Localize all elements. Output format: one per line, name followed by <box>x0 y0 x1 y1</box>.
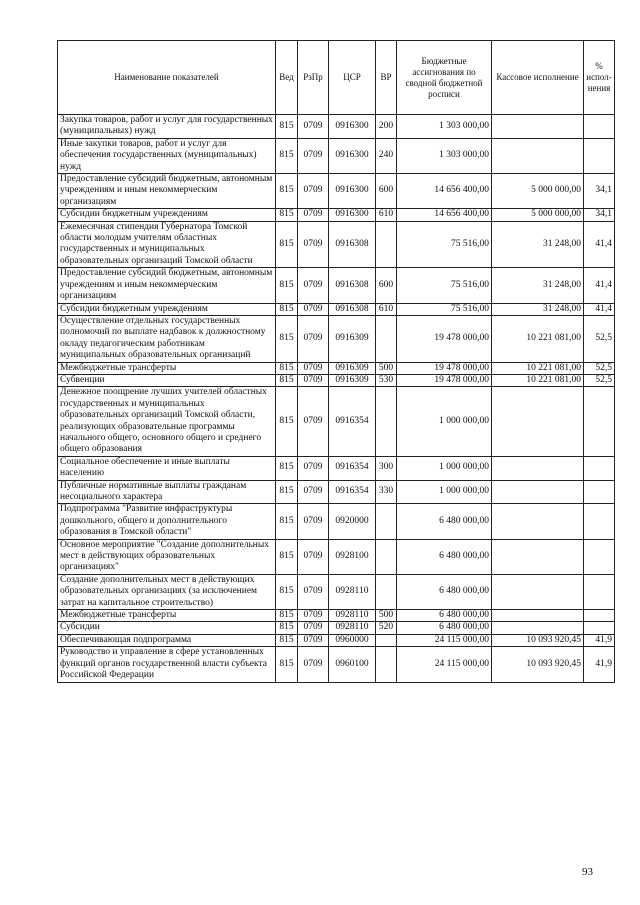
cell-ved: 815 <box>276 268 298 303</box>
cell-percent <box>584 115 615 139</box>
cell-ved: 815 <box>276 115 298 139</box>
cell-rzpr: 0709 <box>298 622 329 634</box>
cell-vr <box>376 504 397 539</box>
cell-csr: 0916309 <box>329 362 376 374</box>
cell-vr: 500 <box>376 362 397 374</box>
cell-vr: 520 <box>376 622 397 634</box>
cell-assignments: 75 516,00 <box>397 303 492 315</box>
cell-name: Предоставление субсидий бюджетным, автономным учреждениям и иным некоммерческим организациям <box>58 174 276 209</box>
col-header-assignments: Бюджетные ассигнования по сводной бюджетной росписи <box>397 41 492 115</box>
cell-cash-execution <box>492 480 584 504</box>
cell-name: Субвенции <box>58 374 276 386</box>
cell-vr: 330 <box>376 480 397 504</box>
cell-rzpr: 0709 <box>298 221 329 268</box>
cell-assignments: 1 303 000,00 <box>397 138 492 173</box>
cell-assignments: 24 115 000,00 <box>397 647 492 682</box>
cell-rzpr: 0709 <box>298 115 329 139</box>
col-header-cash-execution: Кассовое исполнение <box>492 41 584 115</box>
cell-assignments: 75 516,00 <box>397 221 492 268</box>
cell-percent: 34,1 <box>584 209 615 221</box>
cell-assignments: 24 115 000,00 <box>397 634 492 646</box>
cell-cash-execution <box>492 387 584 456</box>
cell-vr: 610 <box>376 209 397 221</box>
cell-cash-execution <box>492 115 584 139</box>
cell-assignments: 6 480 000,00 <box>397 622 492 634</box>
cell-assignments: 19 478 000,00 <box>397 315 492 362</box>
cell-name: Закупка товаров, работ и услуг для государственных (муниципальных) нужд <box>58 115 276 139</box>
cell-csr: 0928110 <box>329 622 376 634</box>
cell-csr: 0916354 <box>329 480 376 504</box>
cell-assignments: 14 656 400,00 <box>397 174 492 209</box>
cell-name: Подпрограмма "Развитие инфраструктуры дошкольного, общего и дополнительного образования в Томской области" <box>58 504 276 539</box>
cell-csr: 0928110 <box>329 610 376 622</box>
cell-assignments: 1 303 000,00 <box>397 115 492 139</box>
cell-vr <box>376 539 397 574</box>
cell-cash-execution: 31 248,00 <box>492 268 584 303</box>
table-header-row <box>58 41 615 115</box>
cell-assignments: 6 480 000,00 <box>397 610 492 622</box>
table-row <box>58 622 615 634</box>
cell-assignments: 19 478 000,00 <box>397 362 492 374</box>
cell-assignments: 14 656 400,00 <box>397 209 492 221</box>
cell-name: Обеспечивающая подпрограмма <box>58 634 276 646</box>
table-row <box>58 303 615 315</box>
cell-rzpr: 0709 <box>298 610 329 622</box>
cell-vr: 240 <box>376 138 397 173</box>
cell-assignments: 75 516,00 <box>397 268 492 303</box>
cell-percent: 41,9 <box>584 647 615 682</box>
cell-percent <box>584 539 615 574</box>
cell-percent <box>584 480 615 504</box>
cell-percent: 52,5 <box>584 362 615 374</box>
cell-vr: 600 <box>376 268 397 303</box>
cell-rzpr: 0709 <box>298 634 329 646</box>
table-row <box>58 362 615 374</box>
cell-name: Денежное поощрение лучших учителей областных государственных и муниципальных образовательных организаций Томской области, реализующих образовательные программы начального общего, основного общего и среднего общего образования <box>58 387 276 456</box>
cell-ved: 815 <box>276 374 298 386</box>
table-row <box>58 221 615 268</box>
cell-rzpr: 0709 <box>298 574 329 609</box>
cell-csr: 0960000 <box>329 634 376 646</box>
cell-rzpr: 0709 <box>298 387 329 456</box>
cell-percent <box>584 574 615 609</box>
cell-ved: 815 <box>276 315 298 362</box>
cell-cash-execution <box>492 539 584 574</box>
col-header-percent: % испол-нения <box>584 41 615 115</box>
cell-name: Публичные нормативные выплаты гражданам несоциального характера <box>58 480 276 504</box>
cell-rzpr: 0709 <box>298 303 329 315</box>
cell-cash-execution: 10 093 920,45 <box>492 647 584 682</box>
cell-rzpr: 0709 <box>298 138 329 173</box>
cell-rzpr: 0709 <box>298 209 329 221</box>
cell-rzpr: 0709 <box>298 539 329 574</box>
cell-cash-execution: 10 221 081,00 <box>492 374 584 386</box>
cell-vr: 600 <box>376 174 397 209</box>
cell-rzpr: 0709 <box>298 647 329 682</box>
cell-ved: 815 <box>276 504 298 539</box>
cell-ved: 815 <box>276 539 298 574</box>
cell-csr: 0928100 <box>329 539 376 574</box>
cell-vr: 300 <box>376 456 397 480</box>
cell-name: Субсидии <box>58 622 276 634</box>
cell-assignments: 6 480 000,00 <box>397 574 492 609</box>
cell-rzpr: 0709 <box>298 480 329 504</box>
cell-ved: 815 <box>276 574 298 609</box>
table-row <box>58 504 615 539</box>
cell-csr: 0916354 <box>329 456 376 480</box>
cell-ved: 815 <box>276 634 298 646</box>
table-row <box>58 647 615 682</box>
cell-name: Осуществление отдельных государственных полномочий по выплате надбавок к должностному окладу педагогическим работникам муниципальных образовательных организаций <box>58 315 276 362</box>
cell-vr <box>376 221 397 268</box>
cell-rzpr: 0709 <box>298 374 329 386</box>
cell-cash-execution: 10 221 081,00 <box>492 315 584 362</box>
cell-percent <box>584 610 615 622</box>
cell-rzpr: 0709 <box>298 504 329 539</box>
cell-csr: 0916354 <box>329 387 376 456</box>
table-row <box>58 480 615 504</box>
table-row <box>58 315 615 362</box>
cell-ved: 815 <box>276 622 298 634</box>
cell-cash-execution: 10 093 920,45 <box>492 634 584 646</box>
cell-ved: 815 <box>276 456 298 480</box>
cell-cash-execution <box>492 610 584 622</box>
cell-cash-execution <box>492 504 584 539</box>
cell-vr: 530 <box>376 374 397 386</box>
cell-percent <box>584 138 615 173</box>
cell-csr: 0916300 <box>329 209 376 221</box>
cell-ved: 815 <box>276 362 298 374</box>
col-header-ved: Вед <box>276 41 298 115</box>
table-row <box>58 574 615 609</box>
cell-rzpr: 0709 <box>298 362 329 374</box>
cell-name: Иные закупки товаров, работ и услуг для обеспечения государственных (муниципальных) нужд <box>58 138 276 173</box>
cell-csr: 0916300 <box>329 115 376 139</box>
cell-percent <box>584 504 615 539</box>
cell-percent: 52,5 <box>584 315 615 362</box>
col-header-rzpr: РзПр <box>298 41 329 115</box>
cell-csr: 0916308 <box>329 268 376 303</box>
cell-cash-execution <box>492 456 584 480</box>
cell-name: Субсидии бюджетным учреждениям <box>58 209 276 221</box>
cell-rzpr: 0709 <box>298 174 329 209</box>
cell-vr <box>376 647 397 682</box>
cell-cash-execution <box>492 574 584 609</box>
cell-vr <box>376 574 397 609</box>
cell-percent: 34,1 <box>584 174 615 209</box>
cell-csr: 0916308 <box>329 303 376 315</box>
table-row <box>58 539 615 574</box>
cell-ved: 815 <box>276 480 298 504</box>
table-body <box>58 115 615 683</box>
cell-csr: 0916309 <box>329 374 376 386</box>
table-row <box>58 387 615 456</box>
cell-vr: 200 <box>376 115 397 139</box>
cell-assignments: 19 478 000,00 <box>397 374 492 386</box>
cell-ved: 815 <box>276 303 298 315</box>
cell-name: Предоставление субсидий бюджетным, автономным учреждениям и иным некоммерческим организациям <box>58 268 276 303</box>
cell-vr <box>376 315 397 362</box>
cell-csr: 0928110 <box>329 574 376 609</box>
cell-rzpr: 0709 <box>298 268 329 303</box>
cell-name: Основное мероприятие "Создание дополнительных мест в действующих образовательных организациях" <box>58 539 276 574</box>
col-header-vr: ВР <box>376 41 397 115</box>
cell-assignments: 1 000 000,00 <box>397 480 492 504</box>
table-row <box>58 209 615 221</box>
cell-name: Ежемесячная стипендия Губернатора Томской области молодым учителям областных государственных и муниципальных образовательных организаций Томской области <box>58 221 276 268</box>
cell-csr: 0916309 <box>329 315 376 362</box>
cell-percent: 41,9 <box>584 634 615 646</box>
cell-name: Межбюджетные трансферты <box>58 362 276 374</box>
col-header-name: Наименование показателей <box>58 41 276 115</box>
cell-cash-execution: 10 221 081,00 <box>492 362 584 374</box>
cell-vr <box>376 634 397 646</box>
table-row <box>58 174 615 209</box>
cell-rzpr: 0709 <box>298 456 329 480</box>
cell-cash-execution: 31 248,00 <box>492 221 584 268</box>
cell-csr: 0960100 <box>329 647 376 682</box>
cell-ved: 815 <box>276 138 298 173</box>
cell-ved: 815 <box>276 647 298 682</box>
col-header-csr: ЦСР <box>329 41 376 115</box>
table-row <box>58 634 615 646</box>
cell-csr: 0916300 <box>329 138 376 173</box>
cell-percent: 52,5 <box>584 374 615 386</box>
table-row <box>58 374 615 386</box>
cell-rzpr: 0709 <box>298 315 329 362</box>
table-row <box>58 115 615 139</box>
cell-cash-execution: 5 000 000,00 <box>492 209 584 221</box>
cell-csr: 0920000 <box>329 504 376 539</box>
cell-ved: 815 <box>276 610 298 622</box>
cell-assignments: 1 000 000,00 <box>397 387 492 456</box>
cell-cash-execution: 31 248,00 <box>492 303 584 315</box>
table-row <box>58 268 615 303</box>
budget-table-page <box>57 40 614 683</box>
table-row <box>58 138 615 173</box>
cell-cash-execution: 5 000 000,00 <box>492 174 584 209</box>
cell-name: Субсидии бюджетным учреждениям <box>58 303 276 315</box>
cell-name: Межбюджетные трансферты <box>58 610 276 622</box>
cell-percent: 41,4 <box>584 221 615 268</box>
cell-ved: 815 <box>276 221 298 268</box>
cell-csr: 0916308 <box>329 221 376 268</box>
budget-table <box>57 40 615 683</box>
cell-assignments: 6 480 000,00 <box>397 504 492 539</box>
table-row <box>58 610 615 622</box>
cell-ved: 815 <box>276 174 298 209</box>
cell-csr: 0916300 <box>329 174 376 209</box>
cell-vr: 610 <box>376 303 397 315</box>
cell-vr <box>376 387 397 456</box>
cell-percent <box>584 456 615 480</box>
cell-cash-execution <box>492 622 584 634</box>
cell-name: Руководство и управление в сфере установленных функций органов государственной власти субъекта Российской Федерации <box>58 647 276 682</box>
cell-percent: 41,4 <box>584 268 615 303</box>
cell-ved: 815 <box>276 387 298 456</box>
cell-percent: 41,4 <box>584 303 615 315</box>
cell-vr: 500 <box>376 610 397 622</box>
cell-percent <box>584 387 615 456</box>
cell-cash-execution <box>492 138 584 173</box>
cell-name: Социальное обеспечение и иные выплаты населению <box>58 456 276 480</box>
cell-percent <box>584 622 615 634</box>
table-row <box>58 456 615 480</box>
cell-assignments: 6 480 000,00 <box>397 539 492 574</box>
page-number: 93 <box>582 866 593 878</box>
cell-name: Создание дополнительных мест в действующих образовательных организациях (за исключением затрат на капитальное строительство) <box>58 574 276 609</box>
cell-assignments: 1 000 000,00 <box>397 456 492 480</box>
cell-ved: 815 <box>276 209 298 221</box>
